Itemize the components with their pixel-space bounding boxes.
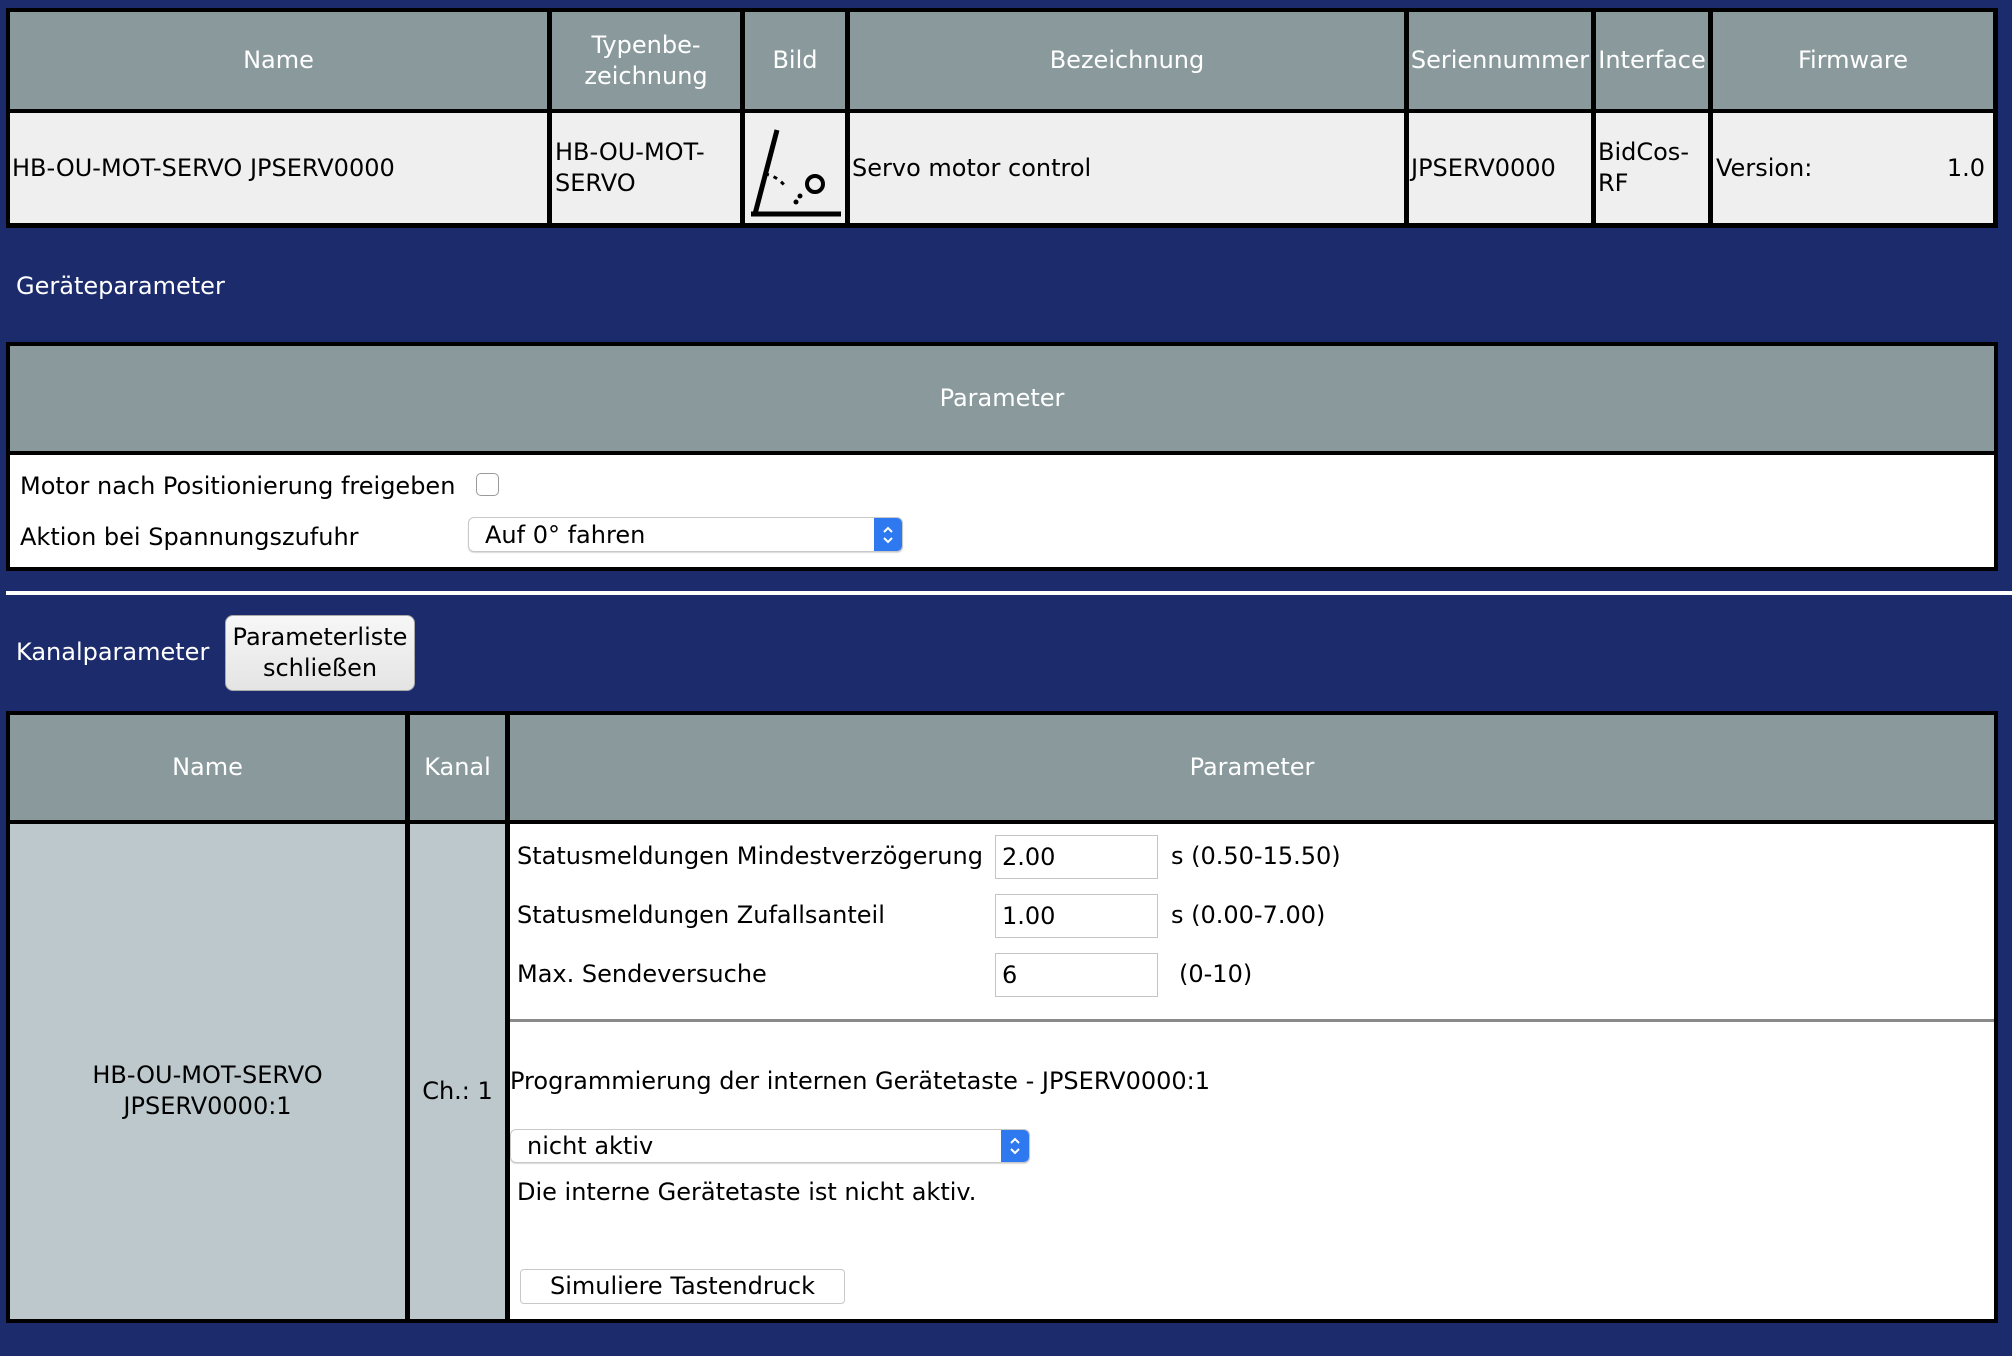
release-motor-checkbox[interactable]	[476, 473, 499, 496]
simulate-keypress-label: Simuliere Tastendruck	[549, 1272, 816, 1300]
close-button-line1: Parameterliste	[232, 623, 408, 651]
col-header-image: Bild	[745, 12, 845, 109]
status-random-value: 1.00	[1002, 902, 1056, 930]
device-image-cell	[745, 113, 845, 223]
release-motor-label: Motor nach Positionierung freigeben	[20, 472, 456, 500]
max-send-attempts-input[interactable]	[995, 953, 1158, 997]
col-header-type	[552, 12, 740, 109]
status-min-delay-value: 2.00	[1002, 843, 1056, 871]
power-action-value: Auf 0° fahren	[485, 520, 646, 549]
power-action-select[interactable]	[468, 517, 903, 552]
channel-col-header-parameter: Parameter	[510, 715, 1994, 820]
max-send-attempts-value: 6	[1002, 961, 1018, 989]
device-firmware-cell	[1713, 113, 1993, 223]
max-send-attempts-unit: (0-10)	[1179, 960, 1253, 988]
channel-params-title: Kanalparameter	[16, 638, 210, 666]
key-mode-select[interactable]	[510, 1129, 1030, 1163]
col-header-firmware: Firmware	[1713, 12, 1993, 109]
status-min-delay-label: Statusmeldungen Mindestverzögerung	[517, 842, 983, 870]
device-type-cell	[552, 113, 740, 223]
device-name-cell[interactable]	[10, 113, 547, 223]
firmware-label: Version:	[1716, 153, 1813, 182]
device-description: Servo motor control	[852, 153, 1092, 182]
col-header-serial: Seriennummer	[1409, 12, 1591, 109]
key-mode-description: Die interne Gerätetaste ist nicht aktiv.	[517, 1178, 977, 1206]
status-min-delay-unit: s (0.50-15.50)	[1171, 842, 1341, 870]
channel-col-header-name: Name	[10, 715, 405, 820]
device-interface-line1: BidCos-	[1598, 138, 1689, 166]
params-divider	[510, 1019, 1994, 1022]
select-chevron-icon	[874, 518, 902, 551]
firmware-value: 1.0	[1946, 153, 1985, 182]
close-button-line2: schließen	[262, 654, 378, 682]
channel-name-cell	[10, 824, 405, 1319]
col-header-description: Bezeichnung	[850, 12, 1404, 109]
device-serial: JPSERV0000	[1411, 153, 1556, 182]
channel-number-cell	[410, 824, 505, 1319]
col-header-type-line2: zeichnung	[584, 61, 708, 90]
device-type-line1: HB-OU-MOT-	[555, 138, 705, 166]
col-header-type-line1: Typenbe-	[591, 30, 701, 59]
col-header-name: Name	[10, 12, 547, 109]
key-mode-value: nicht aktiv	[527, 1132, 654, 1160]
channel-name-line1: HB-OU-MOT-SERVO	[92, 1060, 323, 1089]
device-interface-line2: RF	[1598, 169, 1629, 197]
device-name: HB-OU-MOT-SERVO JPSERV0000	[12, 153, 395, 182]
status-random-unit: s (0.00-7.00)	[1171, 901, 1326, 929]
power-action-label: Aktion bei Spannungszufuhr	[20, 523, 359, 551]
device-params-title: Geräteparameter	[16, 272, 225, 300]
select-chevron-icon	[1001, 1130, 1029, 1162]
servo-device-icon	[747, 116, 843, 220]
section-divider	[6, 591, 2012, 595]
col-header-interface: Interface	[1596, 12, 1708, 109]
key-programming-title: Programmierung der internen Gerätetaste - JPSERV0000:1	[510, 1067, 1211, 1095]
channel-number: Ch.: 1	[422, 1076, 493, 1105]
max-send-attempts-label: Max. Sendeversuche	[517, 960, 767, 988]
channel-name-line2: JPSERV0000:1	[123, 1091, 292, 1120]
simulate-keypress-button[interactable]	[520, 1269, 845, 1304]
device-type-line2: SERVO	[555, 169, 636, 197]
device-interface-cell	[1596, 113, 1708, 223]
device-description-cell	[850, 113, 1404, 223]
device-params-header: Parameter	[10, 346, 1994, 451]
status-random-label: Statusmeldungen Zufallsanteil	[517, 901, 885, 929]
status-random-input[interactable]	[995, 894, 1158, 938]
device-serial-cell	[1409, 113, 1591, 223]
channel-col-header-channel: Kanal	[410, 715, 505, 820]
close-parameter-list-button[interactable]	[225, 615, 415, 691]
status-min-delay-input[interactable]	[995, 835, 1158, 879]
